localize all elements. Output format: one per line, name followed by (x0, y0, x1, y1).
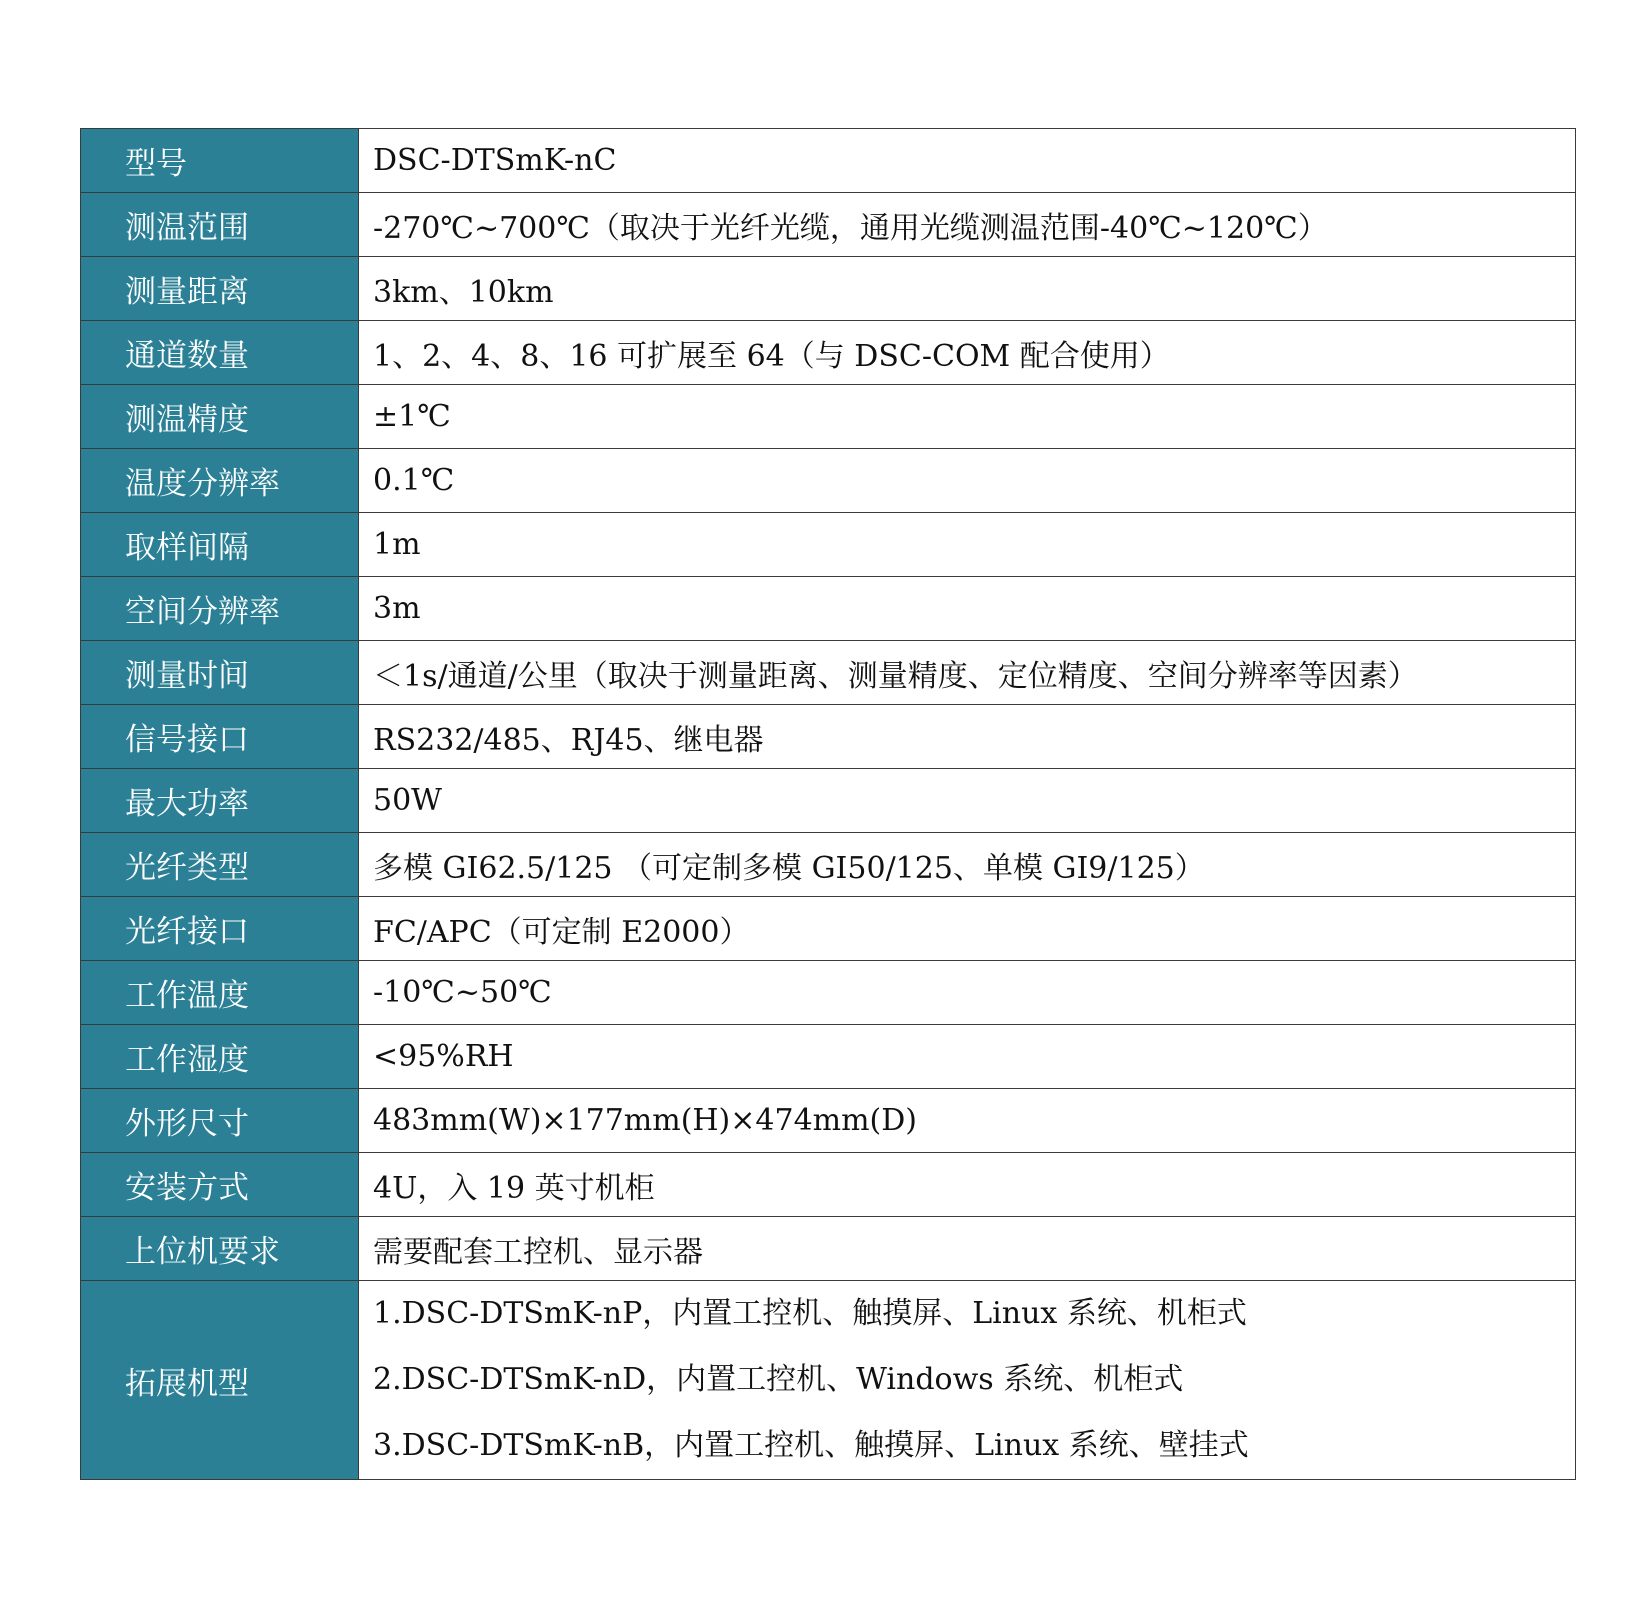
table-row-max-power (81, 769, 1576, 833)
row-value-extended-models (359, 1281, 1576, 1480)
row-label-measure-time: 测量时间 (81, 641, 359, 705)
row-value-accuracy: ±1℃ (359, 385, 1576, 449)
row-label-signal-interface: 信号接口 (81, 705, 359, 769)
row-label-accuracy: 测温精度 (81, 385, 359, 449)
table-row-dimensions (81, 1089, 1576, 1153)
row-label-spatial-resolution: 空间分辨率 (81, 577, 359, 641)
row-label-sampling: 取样间隔 (81, 513, 359, 577)
row-label-temp-range: 测温范围 (81, 193, 359, 257)
row-value-max-power: 50W (359, 769, 1576, 833)
table-row-accuracy (81, 385, 1576, 449)
row-label-dimensions: 外形尺寸 (81, 1089, 359, 1153)
row-value-host-requirement: 需要配套工控机、显示器 (359, 1217, 1576, 1281)
table-row-channels (81, 321, 1576, 385)
table-row-sampling (81, 513, 1576, 577)
row-label-channels: 通道数量 (81, 321, 359, 385)
row-label-host-requirement: 上位机要求 (81, 1217, 359, 1281)
table-row-fiber-interface (81, 897, 1576, 961)
row-label-work-temp: 工作温度 (81, 961, 359, 1025)
row-value-work-temp: -10℃~50℃ (359, 961, 1576, 1025)
row-label-distance: 测量距离 (81, 257, 359, 321)
table-row-extended-models (81, 1281, 1576, 1480)
table-row-work-temp (81, 961, 1576, 1025)
row-value-fiber-type: 多模 GI62.5/125 （可定制多模 GI50/125、单模 GI9/125） (359, 833, 1576, 897)
row-label-extended-models: 拓展机型 (81, 1281, 359, 1480)
table-row-model (81, 129, 1576, 193)
row-label-installation: 安装方式 (81, 1153, 359, 1217)
row-value-temp-range: -270℃~700℃（取决于光纤光缆，通用光缆测温范围-40℃~120℃） (359, 193, 1576, 257)
row-label-fiber-interface: 光纤接口 (81, 897, 359, 961)
row-value-model: DSC-DTSmK-nC (359, 129, 1576, 193)
row-value-channels: 1、2、4、8、16 可扩展至 64（与 DSC-COM 配合使用） (359, 321, 1576, 385)
row-value-fiber-interface: FC/APC（可定制 E2000） (359, 897, 1576, 961)
row-value-work-humidity: <95%RH (359, 1025, 1576, 1089)
table-row-work-humidity (81, 1025, 1576, 1089)
row-value-spatial-resolution: 3m (359, 577, 1576, 641)
row-value-installation: 4U，入 19 英寸机柜 (359, 1153, 1576, 1217)
row-label-fiber-type: 光纤类型 (81, 833, 359, 897)
table-row-distance (81, 257, 1576, 321)
spec-table (80, 128, 1576, 1480)
extended-model-line-2: 2.DSC-DTSmK-nD，内置工控机、Windows 系统、机柜式 (373, 1362, 1184, 1397)
table-row-installation (81, 1153, 1576, 1217)
row-value-dimensions: 483mm(W)×177mm(H)×474mm(D) (359, 1089, 1576, 1153)
row-value-measure-time: ＜1s/通道/公里（取决于测量距离、测量精度、定位精度、空间分辨率等因素） (359, 641, 1576, 705)
row-value-sampling: 1m (359, 513, 1576, 577)
table-row-temp-range (81, 193, 1576, 257)
extended-model-line-3: 3.DSC-DTSmK-nB，内置工控机、触摸屏、Linux 系统、壁挂式 (373, 1428, 1249, 1463)
row-label-max-power: 最大功率 (81, 769, 359, 833)
table-row-host-requirement (81, 1217, 1576, 1281)
row-value-signal-interface: RS232/485、RJ45、继电器 (359, 705, 1576, 769)
table-row-measure-time (81, 641, 1576, 705)
row-label-work-humidity: 工作湿度 (81, 1025, 359, 1089)
table-row-signal-interface (81, 705, 1576, 769)
table-row-temp-resolution (81, 449, 1576, 513)
row-value-distance: 3km、10km (359, 257, 1576, 321)
extended-model-line-1: 1.DSC-DTSmK-nP，内置工控机、触摸屏、Linux 系统、机柜式 (373, 1296, 1247, 1331)
table-row-fiber-type (81, 833, 1576, 897)
row-label-model: 型号 (81, 129, 359, 193)
table-row-spatial-resolution (81, 577, 1576, 641)
row-value-temp-resolution: 0.1℃ (359, 449, 1576, 513)
row-label-temp-resolution: 温度分辨率 (81, 449, 359, 513)
